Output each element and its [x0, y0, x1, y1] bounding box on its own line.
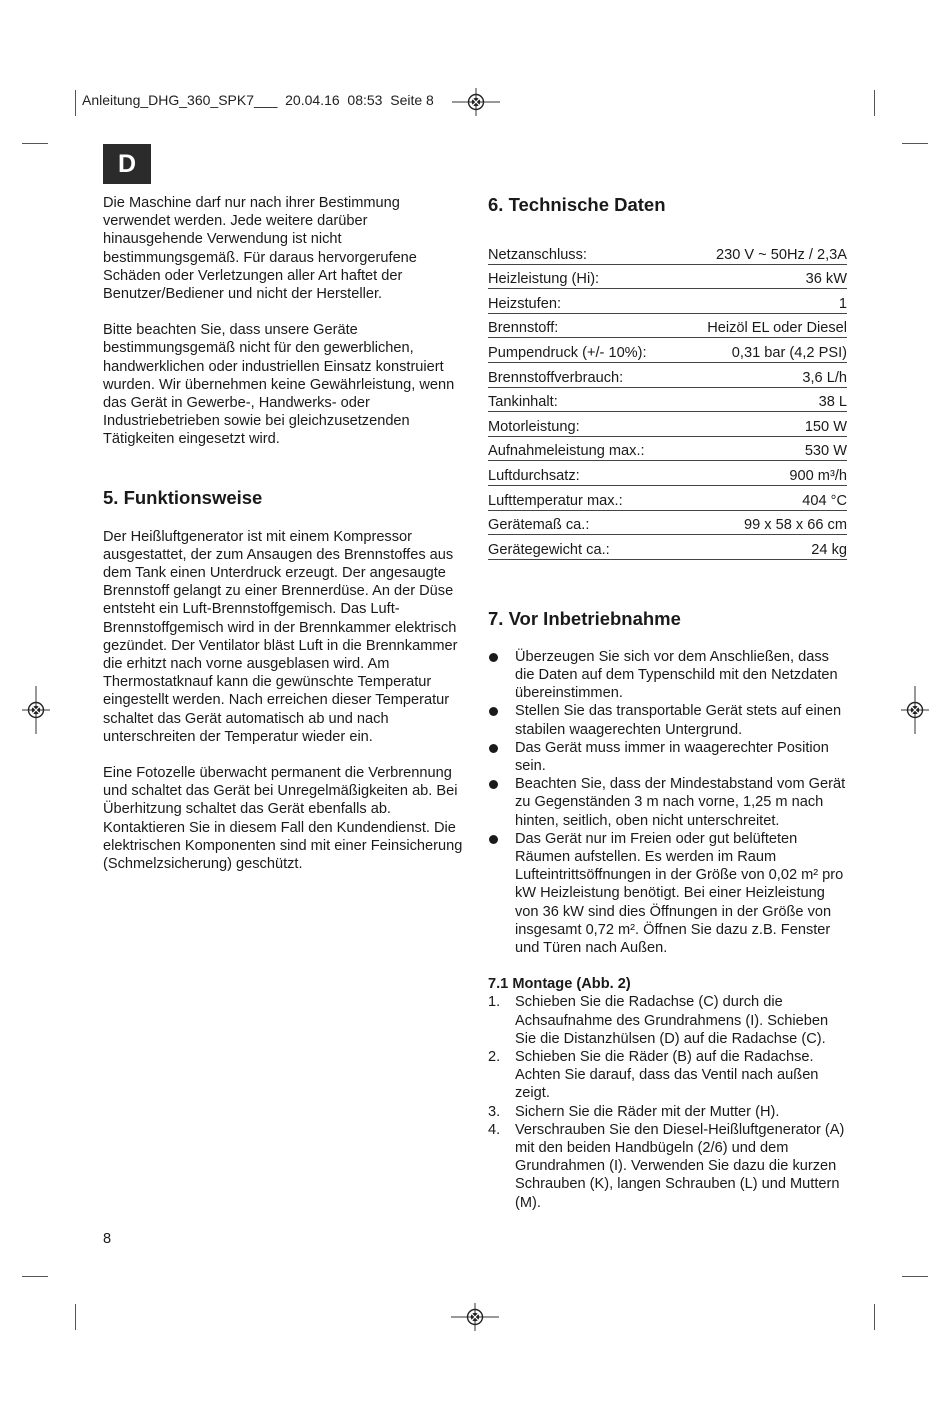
list-item: [488, 775, 848, 830]
list-item: [488, 702, 848, 738]
tech-value: 900 m³/h: [679, 461, 847, 486]
bullet-icon: [489, 653, 498, 662]
tech-label: Tankinhalt:: [488, 387, 679, 412]
list-item: [488, 1048, 848, 1103]
section-7-heading: 7. Vor Inbetriebnahme: [488, 607, 681, 629]
bullet-text: Beachten Sie, dass der Mindestabstand vom Gerät zu Gegenständen 3 m nach vorne, 1,25 m nach hinten, seitlich, oben nicht unterschreitet.: [515, 776, 846, 829]
tech-label: Gerätegewicht ca.:: [488, 535, 679, 560]
tech-row: [488, 313, 847, 338]
section-5-heading: 5. Funktionsweise: [103, 486, 263, 508]
tech-label: Lufttemperatur max.:: [488, 485, 679, 510]
step-number: 2.: [488, 1048, 501, 1065]
tech-value: Heizöl EL oder Diesel: [679, 313, 847, 338]
list-item: [488, 1121, 848, 1212]
tech-row: [488, 510, 847, 535]
crop-mark: [22, 143, 48, 144]
tech-data-table: [488, 240, 847, 560]
step-text: Schieben Sie die Räder (B) auf die Radachse. Achten Sie darauf, dass das Ventil nach außen zeigt.: [515, 1048, 819, 1102]
registration-mark-icon: [451, 1303, 499, 1331]
tech-label: Brennstoff:: [488, 313, 679, 338]
section-5-paragraph-1: Der Heißluftgenerator ist mit einem Kompressor ausgestattet, der zum Ansaugen des Brennstoffes aus dem Tank einen Unterdruck erzeugt. Der angesaugte Brennstoff gelangt zu einer Brennerdüse. An der Düse entsteht ein Luft-Brennstoffgemisch. Das Luft-Brennstoffgemisch wird in der Brennkammer elektrisch gezündet. Der Ventilator bläst Luft in die Brennkammer die erhitzt nach vorne ausgeblasen wird. Am Thermostatknauf kann die gewünschte Temperatur eingestellt werden. Nach erreichen dieser Temperatur schaltet das Gerät automatisch ab und nach unterschreiten der Temperatur wieder ein.: [103, 528, 458, 745]
tech-label: Heizstufen:: [488, 289, 679, 314]
tech-label: Motorleistung:: [488, 412, 679, 437]
left-column: [103, 194, 463, 873]
tech-row: [488, 461, 847, 486]
tech-row: [488, 338, 847, 363]
list-item: [488, 993, 848, 1048]
list-item: [488, 1103, 848, 1121]
tech-value: 36 kW: [679, 264, 847, 289]
bullet-text: Stellen Sie das transportable Gerät stets auf einen stabilen waagerechten Untergrund.: [515, 703, 842, 738]
language-tab: D: [103, 144, 151, 184]
tech-value: 99 x 58 x 66 cm: [679, 510, 847, 535]
section-6-heading: 6. Technische Daten: [488, 194, 666, 215]
tech-value: 24 kg: [679, 535, 847, 560]
tech-label: Pumpendruck (+/- 10%):: [488, 338, 679, 363]
tech-row: [488, 412, 847, 437]
bullet-icon: [489, 707, 498, 716]
section-7-1-heading: 7.1 Montage (Abb. 2): [488, 976, 631, 993]
tech-value: 150 W: [679, 412, 847, 437]
tech-row: [488, 535, 847, 560]
tech-value: 1: [679, 289, 847, 314]
tech-value: 404 °C: [679, 485, 847, 510]
intro-paragraph-2: Bitte beachten Sie, dass unsere Geräte bestimmungsgemäß nicht für den gewerblichen, handwerklichen oder industriellen Einsatz konstruiert wurden. Wir übernehmen keine Gewährleistung, wenn das Gerät in Gewerbe-, Handwerks- oder Industriebetrieben sowie bei gleichzusetzenden Tätigkeiten eingesetzt wird.: [103, 322, 455, 448]
crop-mark: [22, 1276, 48, 1277]
step-text: Schieben Sie die Radachse (C) durch die Achsaufnahme des Grundrahmens (I). Schieben Sie die Distanzhülsen (D) auf die Radachse (C).: [515, 994, 829, 1047]
step-number: 1.: [488, 994, 501, 1011]
bullet-text: Das Gerät nur im Freien oder gut belüfteten Räumen aufstellen. Es werden im Raum Lufteintrittsöffnungen in der Größe von 0,02 m² pro kW Heizleistung benötigt. Bei einer Heizleistung von 36 kW sind dies Öffnungen in der Größe von insgesamt 0,72 m². Öffnen Sie dazu z.B. Fenster und Türen nach Außen.: [515, 830, 844, 956]
tech-row: [488, 485, 847, 510]
intro-paragraph-1: Die Maschine darf nur nach ihrer Bestimmung verwendet werden. Jede weitere darüber hinausgehende Verwendung ist nicht bestimmungsgemäß. Für daraus hervorgerufene Schäden oder Verletzungen aller Art haftet der Benutzer/Bediener und nicht der Hersteller.: [103, 195, 417, 303]
list-item: [488, 739, 848, 775]
print-slug: Anleitung_DHG_360_SPK7___ 20.04.16 08:53 Seite 8: [82, 92, 434, 108]
bullet-icon: [489, 835, 498, 844]
registration-mark-icon: [901, 686, 929, 734]
bullet-text: Überzeugen Sie sich vor dem Anschließen, dass die Daten auf dem Typenschild mit den Netzdaten übereinstimmen.: [515, 648, 838, 702]
crop-mark: [902, 143, 928, 144]
tech-value: 530 W: [679, 436, 847, 461]
tech-row: [488, 289, 847, 314]
tech-value: 230 V ~ 50Hz / 2,3A: [679, 240, 847, 264]
tech-label: Luftdurchsatz:: [488, 461, 679, 486]
registration-mark-icon: [22, 686, 50, 734]
section-5-paragraph-2: Eine Fotozelle überwacht permanent die Verbrennung und schaltet das Gerät bei Unregelmäßigkeiten ab. Bei Überhitzung schaltet das Gerät ebenfalls ab. Kontaktieren Sie in diesem Fall den Kundendienst. Die elektrischen Komponenten sind mit einer Feinsicherung (Schmelzsicherung) geschützt.: [103, 765, 463, 873]
step-text: Sichern Sie die Räder mit der Mutter (H).: [515, 1103, 780, 1120]
bullet-text: Das Gerät muss immer in waagerechter Position sein.: [515, 739, 829, 774]
tech-row: [488, 240, 847, 264]
tech-label: Brennstoffverbrauch:: [488, 362, 679, 387]
page-number: 8: [103, 1231, 112, 1247]
list-item: [488, 648, 848, 703]
tech-label: Netzanschluss:: [488, 240, 679, 264]
right-column: [488, 194, 848, 1212]
tech-row: [488, 362, 847, 387]
step-text: Verschrauben Sie den Diesel-Heißluftgenerator (A) mit den beiden Handbügeln (2/6) und dem Grundrahmen (I). Verwenden Sie dazu die kurzen Schrauben (K), langen Schrauben (L) und Muttern (M).: [515, 1121, 845, 1211]
registration-mark-icon: [452, 88, 500, 116]
crop-mark: [75, 1304, 76, 1330]
step-number: 4.: [488, 1121, 501, 1138]
tech-row: [488, 436, 847, 461]
tech-value: 3,6 L/h: [679, 362, 847, 387]
tech-row: [488, 387, 847, 412]
prep-bullet-list: [488, 648, 848, 957]
step-number: 3.: [488, 1103, 501, 1120]
tech-value: 0,31 bar (4,2 PSI): [679, 338, 847, 363]
bullet-icon: [489, 780, 498, 789]
crop-mark: [75, 90, 76, 116]
tech-label: Heizleistung (Hi):: [488, 264, 679, 289]
crop-mark: [902, 1276, 928, 1277]
assembly-step-list: [488, 993, 848, 1211]
tech-value: 38 L: [679, 387, 847, 412]
tech-label: Gerätemaß ca.:: [488, 510, 679, 535]
crop-mark: [874, 1304, 875, 1330]
bullet-icon: [489, 744, 498, 753]
tech-label: Aufnahmeleistung max.:: [488, 436, 679, 461]
list-item: [488, 830, 848, 957]
crop-mark: [874, 90, 875, 116]
tech-row: [488, 264, 847, 289]
